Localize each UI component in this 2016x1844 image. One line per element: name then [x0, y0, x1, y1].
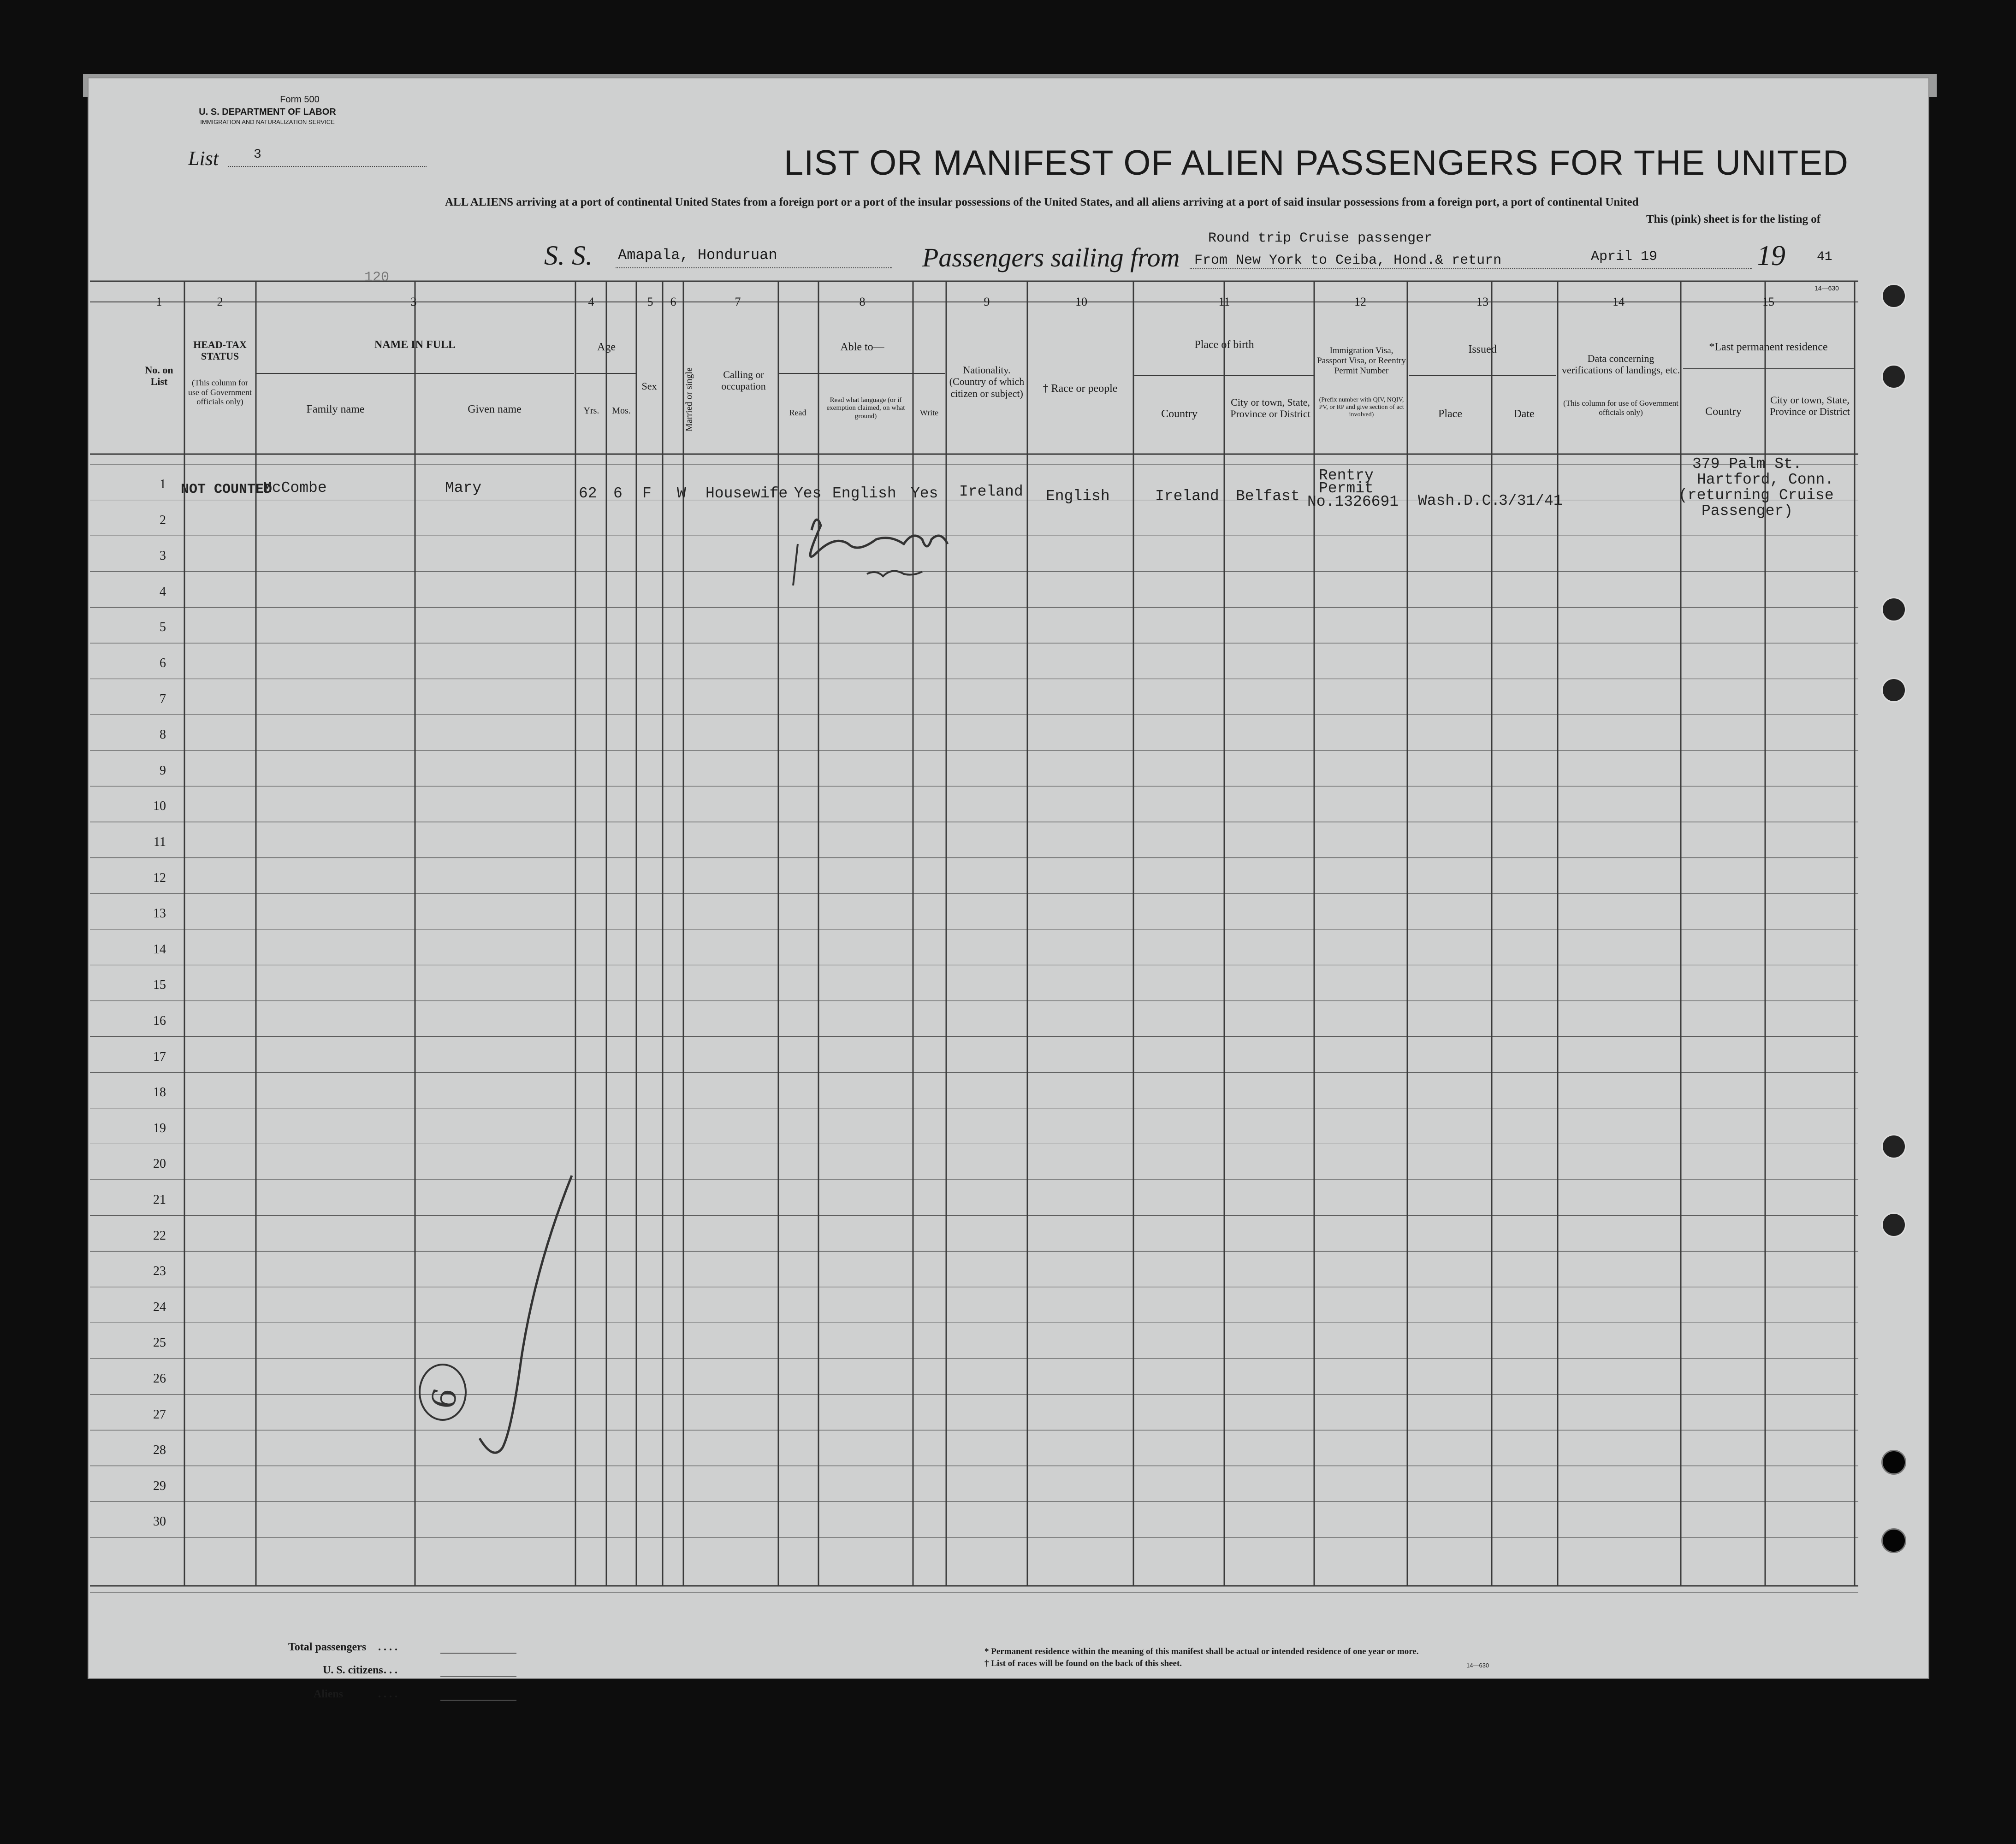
- row-number: 17: [153, 1049, 166, 1064]
- row-number: 7: [160, 692, 166, 706]
- entry-visa-3: No.1326691: [1307, 493, 1399, 510]
- header-calling: Calling or occupation: [721, 369, 766, 392]
- footer-form-code: 14—630: [1466, 1662, 1489, 1669]
- header-married: Married or single: [684, 367, 694, 431]
- column-number: 1: [156, 295, 162, 308]
- row-number: 18: [153, 1085, 166, 1100]
- entry-read: Yes: [794, 485, 822, 502]
- header-sex: Sex: [641, 380, 657, 392]
- entry-family-name: McCombe: [263, 479, 327, 496]
- header-given-name: Given name: [468, 403, 522, 415]
- row-number: 1: [160, 477, 166, 491]
- department-name: U. S. DEPARTMENT OF LABOR: [199, 107, 336, 117]
- header-landings-note: (This column for use of Government officials only): [1563, 399, 1678, 417]
- entry-head-tax: NOT COUNTED: [181, 482, 273, 497]
- entry-residence-3: (returning Cruise: [1678, 487, 1834, 504]
- column-number: 5: [647, 295, 653, 308]
- list-label: List: [188, 147, 219, 170]
- row-number: 29: [153, 1478, 166, 1493]
- entry-birth-country: Ireland: [1155, 488, 1219, 505]
- column-number: 8: [859, 295, 866, 308]
- row-number: 20: [153, 1157, 166, 1171]
- row-number: 10: [153, 799, 166, 814]
- stamp-number: 120: [364, 270, 390, 285]
- footnote-residence: * Permanent residence within the meaning of this manifest shall be actual or intended residence of one year or more.: [984, 1647, 1419, 1656]
- entry-residence-1: 379 Palm St.: [1692, 455, 1802, 473]
- sailing-line: [1190, 268, 1752, 269]
- column-number: 9: [984, 295, 990, 308]
- row-number: 13: [153, 906, 166, 921]
- row-number: 24: [153, 1300, 166, 1314]
- entry-issued-place: Wash.D.C.: [1418, 492, 1500, 509]
- entry-visa-2: Permit: [1319, 480, 1374, 497]
- entry-birth-city: Belfast: [1236, 488, 1300, 505]
- ss-name: Amapala, Honduruan: [618, 247, 777, 264]
- subtitle-line-2: This (pink) sheet is for the listing of: [1646, 213, 1821, 225]
- column-number: 6: [670, 295, 676, 308]
- row-number: 16: [153, 1014, 166, 1028]
- row-number: 22: [153, 1228, 166, 1243]
- row-number: 28: [153, 1443, 166, 1458]
- circled-number-mark: 6: [424, 1385, 465, 1412]
- subtitle-line-1: ALL ALIENS arriving at a port of continental United States from a foreign port or a port of the insular possessions of the United States, and all aliens arriving at a port of said insular possessions from a foreign port, a port of continental United: [445, 196, 1639, 208]
- entry-residence-2: Hartford, Conn.: [1697, 471, 1834, 488]
- footer-total-line: [440, 1653, 516, 1654]
- column-number: 14: [1613, 295, 1625, 308]
- row-number: 27: [153, 1407, 166, 1422]
- entry-marital: W: [677, 485, 686, 502]
- column-number: 12: [1354, 295, 1366, 308]
- column-number: 13: [1476, 295, 1488, 308]
- header-no-on-list: No. on List: [145, 364, 173, 388]
- entry-residence-4: Passenger): [1702, 502, 1793, 520]
- row-number: 15: [153, 978, 166, 993]
- entry-sex: F: [642, 485, 652, 502]
- header-head-tax: HEAD-TAX STATUS: [193, 339, 247, 362]
- footer-us-citizens: U. S. citizens: [323, 1664, 383, 1676]
- header-age: Age: [597, 341, 616, 353]
- sailing-date: April 19: [1591, 249, 1658, 265]
- header-name-in-full: NAME IN FULL: [374, 339, 456, 351]
- column-number: 3: [410, 295, 417, 308]
- form-code-top: 14—630: [1814, 284, 1839, 292]
- header-family-name: Family name: [306, 403, 365, 415]
- entry-write: Yes: [911, 485, 938, 502]
- header-issued: Issued: [1468, 343, 1497, 355]
- entry-nationality: Ireland: [959, 483, 1023, 500]
- list-number-line: [228, 166, 427, 167]
- entry-language: English: [832, 485, 896, 502]
- entry-age-mos: 6: [613, 485, 623, 502]
- entry-occupation: Housewife: [706, 485, 788, 502]
- column-number: 2: [217, 295, 223, 308]
- sailing-label: Passengers sailing from: [922, 242, 1180, 272]
- footer-dots-2: . . . .: [378, 1664, 397, 1676]
- header-birth-city: City or town, State, Province or District: [1230, 396, 1310, 420]
- row-number: 21: [153, 1193, 166, 1207]
- row-number: 25: [153, 1336, 166, 1350]
- header-place-of-birth: Place of birth: [1194, 339, 1254, 351]
- header-write: Write: [919, 408, 939, 417]
- header-issued-date: Date: [1513, 408, 1535, 420]
- ss-line: [616, 267, 892, 268]
- column-number: 10: [1075, 295, 1087, 308]
- row-number: 4: [160, 584, 166, 599]
- row-number: 6: [160, 656, 166, 670]
- footer-total-passengers: Total passengers: [288, 1641, 367, 1653]
- column-number: 15: [1762, 295, 1774, 308]
- row-number: 8: [160, 727, 166, 742]
- footer-dots-1: . . . .: [378, 1641, 397, 1653]
- header-birth-country: Country: [1161, 408, 1198, 420]
- entry-visa-1: Rentry: [1319, 467, 1374, 484]
- header-landings: Data concerning verifications of landings, etc.: [1562, 353, 1680, 376]
- footer-dots-3: . . . .: [378, 1688, 397, 1700]
- header-visa-note: (Prefix number with QIV, NQIV, PV, or RP and give section of act involved): [1319, 396, 1404, 419]
- form-number: Form 500: [280, 95, 320, 105]
- header-head-tax-note: (This column for use of Government officials only): [188, 378, 252, 407]
- row-number: 19: [153, 1121, 166, 1135]
- list-number: 3: [254, 148, 261, 162]
- row-number: 12: [153, 870, 166, 885]
- row-number: 30: [153, 1514, 166, 1529]
- sailing-note: Round trip Cruise passenger: [1208, 230, 1433, 246]
- row-number: 3: [160, 549, 166, 563]
- row-number: 23: [153, 1264, 166, 1279]
- entry-issued-date: 3/31/41: [1499, 492, 1563, 509]
- entry-age-yrs: 62: [579, 485, 597, 502]
- entry-given-name: Mary: [445, 479, 482, 496]
- header-nationality: Nationality. (Country of which citizen or subject): [949, 364, 1025, 399]
- header-read: Read: [789, 408, 806, 417]
- header-able-to: Able to—: [840, 341, 884, 353]
- header-race: † Race or people: [1043, 383, 1118, 395]
- ss-label: S. S.: [544, 240, 593, 271]
- row-number: 2: [160, 513, 166, 527]
- column-number: 11: [1218, 295, 1230, 308]
- service-name: IMMIGRATION AND NATURALIZATION SERVICE: [200, 118, 335, 125]
- header-mos: Mos.: [612, 406, 631, 416]
- header-read-language: Read what language (or if exemption claimed, on what ground): [826, 396, 905, 420]
- header-last-residence: *Last permanent residence: [1709, 341, 1828, 353]
- header-yrs: Yrs.: [583, 406, 599, 416]
- entry-race: English: [1046, 488, 1110, 505]
- header-issued-place: Place: [1438, 408, 1462, 420]
- year-prefix: 19: [1757, 240, 1785, 272]
- row-number: 9: [160, 763, 166, 778]
- footer-aliens-line: [440, 1700, 516, 1701]
- page-title: LIST OR MANIFEST OF ALIEN PASSENGERS FOR THE UNITED: [784, 143, 1849, 183]
- footer-aliens: Aliens: [314, 1688, 344, 1700]
- sailing-route: From New York to Ceiba, Hond.& return: [1194, 253, 1502, 268]
- footnote-races: † List of races will be found on the back of this sheet.: [984, 1659, 1182, 1668]
- row-number: 14: [153, 942, 166, 957]
- header-visa: Immigration Visa, Passport Visa, or Reentry Permit Number: [1317, 346, 1406, 376]
- column-number: 4: [588, 295, 594, 308]
- header-residence-country: Country: [1705, 406, 1742, 418]
- footer-citizens-line: [440, 1676, 516, 1677]
- row-number: 5: [160, 620, 166, 635]
- column-number: 7: [735, 295, 741, 308]
- header-residence-city: City or town, State, Province or District: [1770, 394, 1850, 418]
- row-number: 11: [154, 835, 166, 849]
- year-suffix: 41: [1817, 250, 1832, 264]
- row-number: 26: [153, 1371, 166, 1386]
